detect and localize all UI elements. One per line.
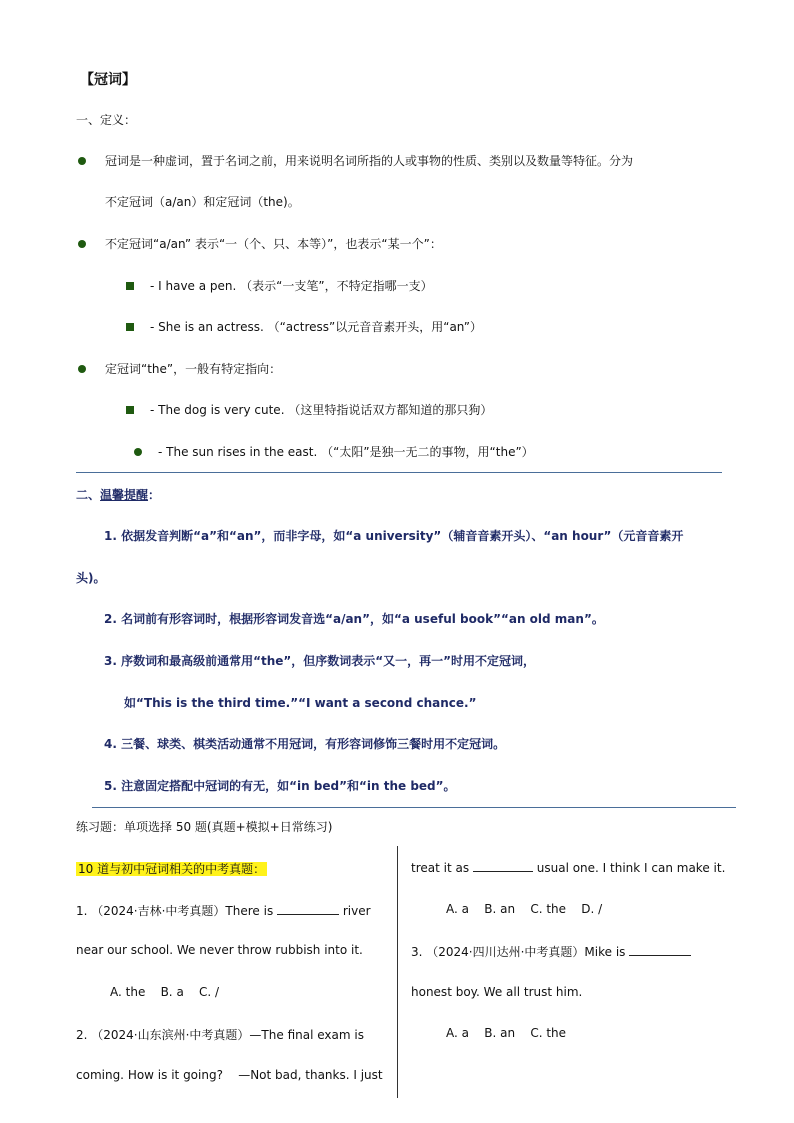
question-1-line-1 (76, 902, 371, 919)
section2-heading-title: 温馨提醒 (100, 488, 149, 502)
question-1-options: A. the B. a C. / (110, 985, 220, 999)
question-1-stem-end: river (342, 904, 371, 918)
question-2-options: A. a B. an C. the D. / (446, 902, 603, 916)
answer-blank (473, 860, 533, 872)
section2-heading-prefix: 二、 (76, 488, 101, 502)
tip-3-line-2: 如“This is the third time.”“I want a second chance.” (124, 696, 477, 710)
exam-banner-text: 10 道与初中冠词相关的中考真题： (78, 862, 266, 876)
question-1-line-2: near our school. We never throw rubbish into it. (76, 943, 363, 957)
column-divider (397, 846, 398, 1098)
exam-banner (76, 860, 267, 877)
question-3-line-2: honest boy. We all trust him. (411, 985, 583, 999)
tip-5: 5. 注意固定搭配中冠词的有无，如“in bed”和“in the bed”。 (104, 779, 456, 793)
definition-line-2: 不定冠词（a/an）和定冠词（the)。 (105, 195, 300, 209)
example-2: - She is an actress. （“actress”以元音音素开头，用“an”） (150, 320, 482, 334)
question-2-stem-end: usual one. I think I can make it. (536, 861, 726, 875)
section2-heading (76, 486, 160, 503)
definite-article-def: 定冠词“the”，一般有特定指向： (105, 362, 282, 376)
page-title: 【冠词】 (80, 72, 136, 88)
tip-3-line-1: 3. 序数词和最高级前通常用“the”，但序数词表示“又一，再一”时用不定冠词， (104, 654, 536, 668)
divider (92, 807, 736, 808)
bullet-dot-icon (134, 448, 142, 456)
question-1-stem: 1. （2024·吉林·中考真题）There is (76, 904, 274, 918)
tip-1-line-2: 头)。 (76, 571, 106, 585)
bullet-dot-icon (78, 157, 86, 165)
answer-blank (629, 944, 691, 956)
tip-4: 4. 三餐、球类、棋类活动通常不用冠词，有形容词修饰三餐时用不定冠词。 (104, 737, 506, 751)
tip-2: 2. 名词前有形容词时，根据形容词发音选“a/an”，如“a useful book”“an old man”。 (104, 612, 604, 626)
indefinite-article-def: 不定冠词“a/an” 表示“一（个、只、本等）”，也表示“某一个”： (105, 237, 442, 251)
question-2-line-1: 2. （2024·山东滨州·中考真题）—The final exam is (76, 1028, 364, 1042)
bullet-square-icon (126, 282, 134, 290)
question-3-stem: 3. （2024·四川达州·中考真题）Mike is (411, 945, 626, 959)
tip-1-line-1: 1. 依据发音判断“a”和“an”，而非字母，如“a university”（辅音音素开头）、“an hour”（元音音素开 (104, 529, 684, 543)
definition-line-1: 冠词是一种虚词，置于名词之前，用来说明名词所指的人或事物的性质、类别以及数量等特征。分为 (105, 154, 634, 168)
bullet-square-icon (126, 406, 134, 414)
practice-heading: 练习题：单项选择 50 题(真题+模拟+日常练习) (76, 820, 333, 834)
section2-heading-suffix: ： (148, 488, 161, 502)
question-2-stem: treat it as (411, 861, 470, 875)
question-3-options: A. a B. an C. the (446, 1026, 567, 1040)
section1-heading: 一、定义： (76, 113, 137, 127)
question-2-line-3 (411, 860, 725, 875)
question-3-line-1 (411, 943, 691, 960)
question-2-line-2: coming. How is it going? —Not bad, thanks. I just (76, 1068, 383, 1082)
bullet-square-icon (126, 323, 134, 331)
divider (76, 472, 722, 473)
example-3: - The dog is very cute. （这里特指说话双方都知道的那只狗） (150, 403, 493, 417)
example-4: - The sun rises in the east. （“太阳”是独一无二的事物，用“the”） (158, 445, 534, 459)
answer-blank (277, 903, 339, 915)
bullet-dot-icon (78, 240, 86, 248)
bullet-dot-icon (78, 365, 86, 373)
example-1: - I have a pen. （表示“一支笔”，不特定指哪一支） (150, 279, 433, 293)
